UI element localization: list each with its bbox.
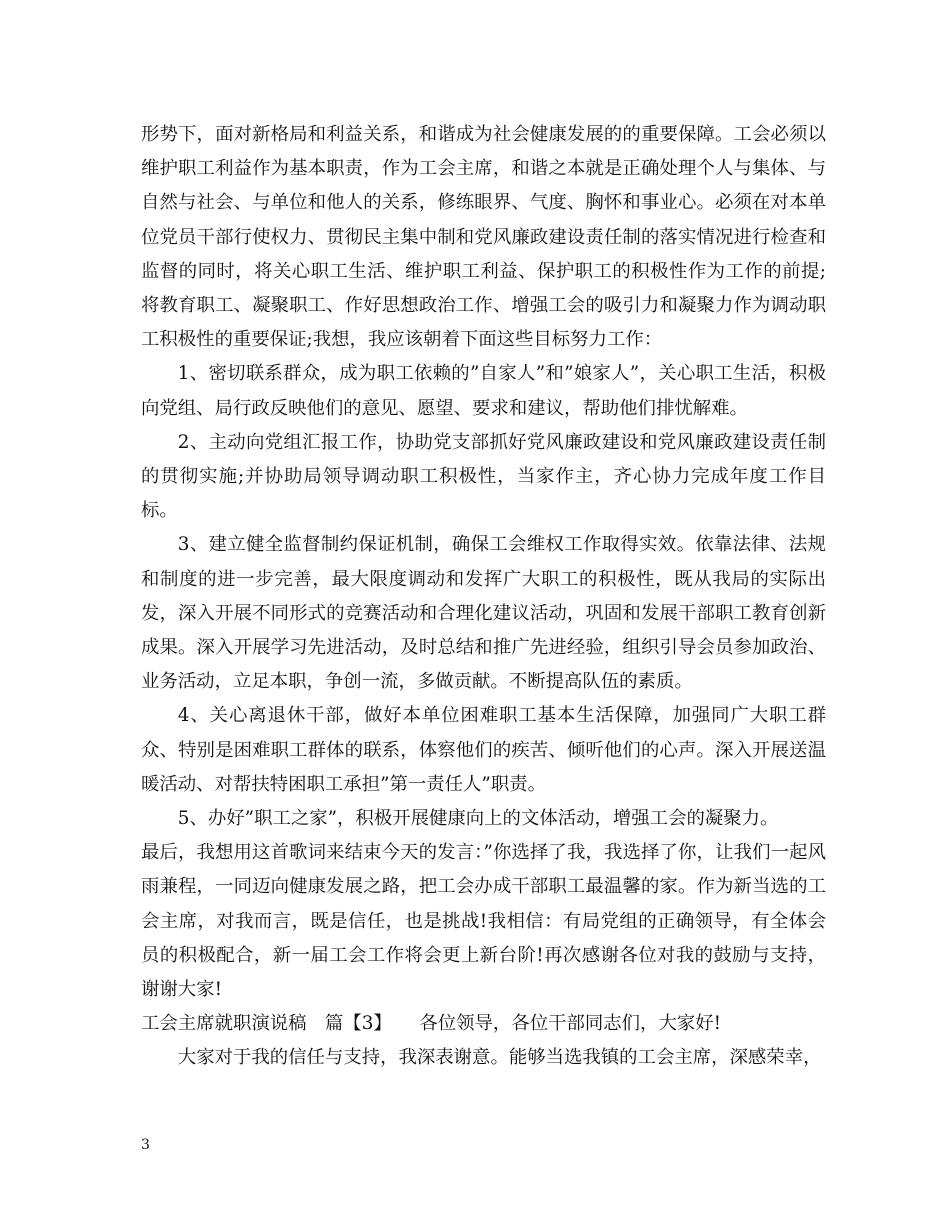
paragraph-closing: 最后，我想用这首歌词来结束今天的发言：”你选择了我，我选择了你，让我们一起风雨兼程，一同迈向健康发展之路，把工会办成干部职工最温馨的家。作为新当选的工会主席，对我而言，既是信任，也是挑战!我相信：有局党组的正确领导，有全体会员的积极配合，新一届工会工作将会更上新台阶!再次感谢各位对我的鼓励与支持，谢谢大家! xyxy=(141,842,826,1001)
paragraph-item-5: 5、办好”职工之家”，积极开展健康向上的文体活动，增强工会的凝聚力。 xyxy=(177,808,779,830)
body-text xyxy=(141,118,826,1076)
page-number: 3 xyxy=(141,1137,150,1153)
paragraph-next-speech: 大家对于我的信任与支持，我深表谢意。能够当选我镇的工会主席，深感荣幸， xyxy=(177,1047,822,1069)
paragraph-item-2: 2、主动向党组汇报工作，协助党支部抓好党风廉政建设和党风廉政建设责任制的贯彻实施;并协助局领导调动职工积极性，当家作主，齐心协力完成年度工作目标。 xyxy=(141,431,826,522)
section-heading: 工会主席就职演说稿 篇【3】 各位领导，各位干部同志们，大家好! xyxy=(141,1013,722,1035)
paragraph-item-3: 3、建立健全监督制约保证机制，确保工会维权工作取得实效。依靠法律、法规和制度的进一步完善，最大限度调动和发挥广大职工的积极性，既从我局的实际出发，深入开展不同形式的竞赛活动和合理化建议活动，巩固和发展干部职工教育创新成果。深入开展学习先进活动，及时总结和推广先进经验，组织引导会员参加政治、业务活动，立足本职，争创一流，多做贡献。不断提高队伍的素质。 xyxy=(141,534,826,693)
paragraph-intro: 形势下，面对新格局和利益关系，和谐成为社会健康发展的的重要保障。工会必须以维护职工利益作为基本职责，作为工会主席，和谐之本就是正确处理个人与集体、与自然与社会、与单位和他人的关系，修练眼界、气度、胸怀和事业心。必须在对本单位党员干部行使权力、贯彻民主集中制和党风廉政建设责任制的落实情况进行检查和监督的同时，将关心职工生活、维护职工利益、保护职工的积极性作为工作的前提;将教育职工、凝聚职工、作好思想政治工作、增强工会的吸引力和凝聚力作为调动职工积极性的重要保证;我想，我应该朝着下面这些目标努力工作： xyxy=(141,124,826,351)
paragraph-item-4: 4、关心离退休干部，做好本单位困难职工基本生活保障，加强同广大职工群众、特别是困难职工群体的联系，体察他们的疾苦、倾听他们的心声。深入开展送温暖活动、对帮扶特困职工承担”第一责任人”职责。 xyxy=(141,705,826,795)
paragraph-item-1: 1、密切联系群众，成为职工依赖的”自家人”和”娘家人”，关心职工生活，积极向党组、局行政反映他们的意见、愿望、要求和建议，帮助他们排忧解难。 xyxy=(141,363,826,419)
